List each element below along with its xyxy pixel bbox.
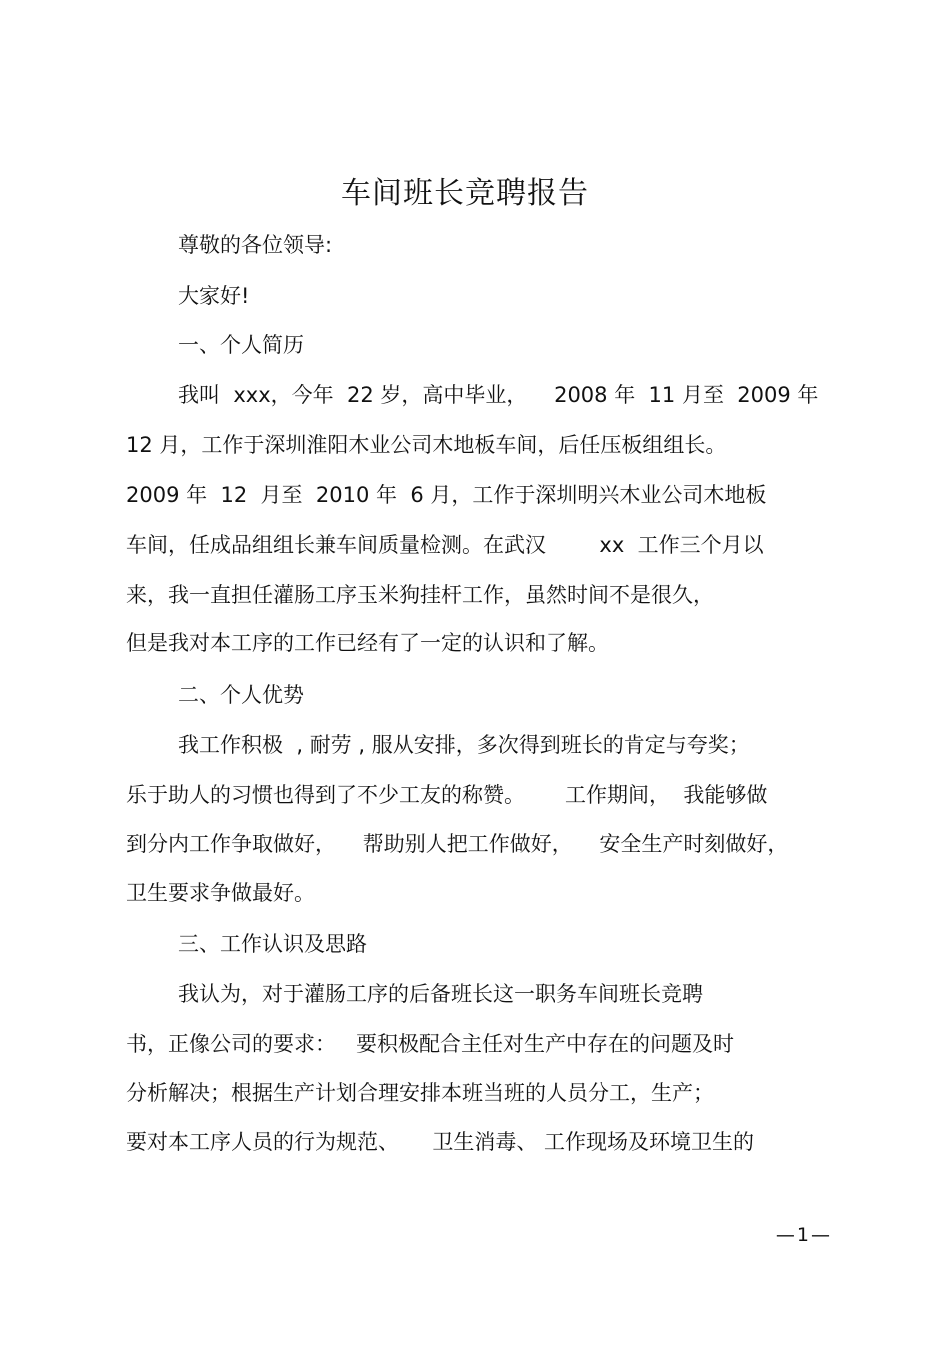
document-title: 车间班长竞聘报告 [341,176,589,211]
paragraph-line: 乐于助人的习惯也得到了不少工友的称赞。 工作期间， 我能够做 [126,783,768,807]
paragraph-line: 卫生要求争做最好。 [126,881,315,905]
paragraph-line: 我叫 xxx，今年 22 岁，高中毕业， 2008 年 11 月至 2009 年 [178,383,819,407]
salutation: 尊敬的各位领导: [178,233,333,257]
paragraph-line: 我认为，对于灌肠工序的后备班长这一职务车间班长竞聘 [178,982,703,1006]
greeting: 大家好! [178,284,250,308]
section-heading-strengths: 二、个人优势 [178,683,304,707]
section-heading-approach: 三、工作认识及思路 [178,932,367,956]
paragraph-line: 12 月，工作于深圳淮阳木业公司木地板车间，后任压板组组长。 [126,433,727,457]
paragraph-line: 但是我对本工序的工作已经有了一定的认识和了解。 [126,631,609,655]
paragraph-line: 来，我一直担任灌肠工序玉米狗挂杆工作，虽然时间不是很久， [126,583,714,607]
paragraph-line: 到分内工作争取做好， 帮助别人把工作做好， 安全生产时刻做好， [126,832,789,856]
paragraph-line: 要对本工序人员的行为规范、 卫生消毒、 工作现场及环境卫生的 [126,1130,755,1154]
paragraph-line: 分析解决；根据生产计划合理安排本班当班的人员分工，生产； [126,1081,714,1105]
paragraph-line: 2009 年 12 月至 2010 年 6 月，工作于深圳明兴木业公司木地板 [126,483,767,507]
paragraph-line: 我工作积极 , 耐劳 , 服从安排，多次得到班长的肯定与夸奖； [178,733,750,757]
section-heading-resume: 一、个人简历 [178,333,304,357]
paragraph-line: 书，正像公司的要求： 要积极配合主任对生产中存在的问题及时 [126,1032,735,1056]
paragraph-line: 车间，任成品组组长兼车间质量检测。在武汉 xx 工作三个月以 [126,533,764,557]
page-number: —1— [775,1224,832,1246]
